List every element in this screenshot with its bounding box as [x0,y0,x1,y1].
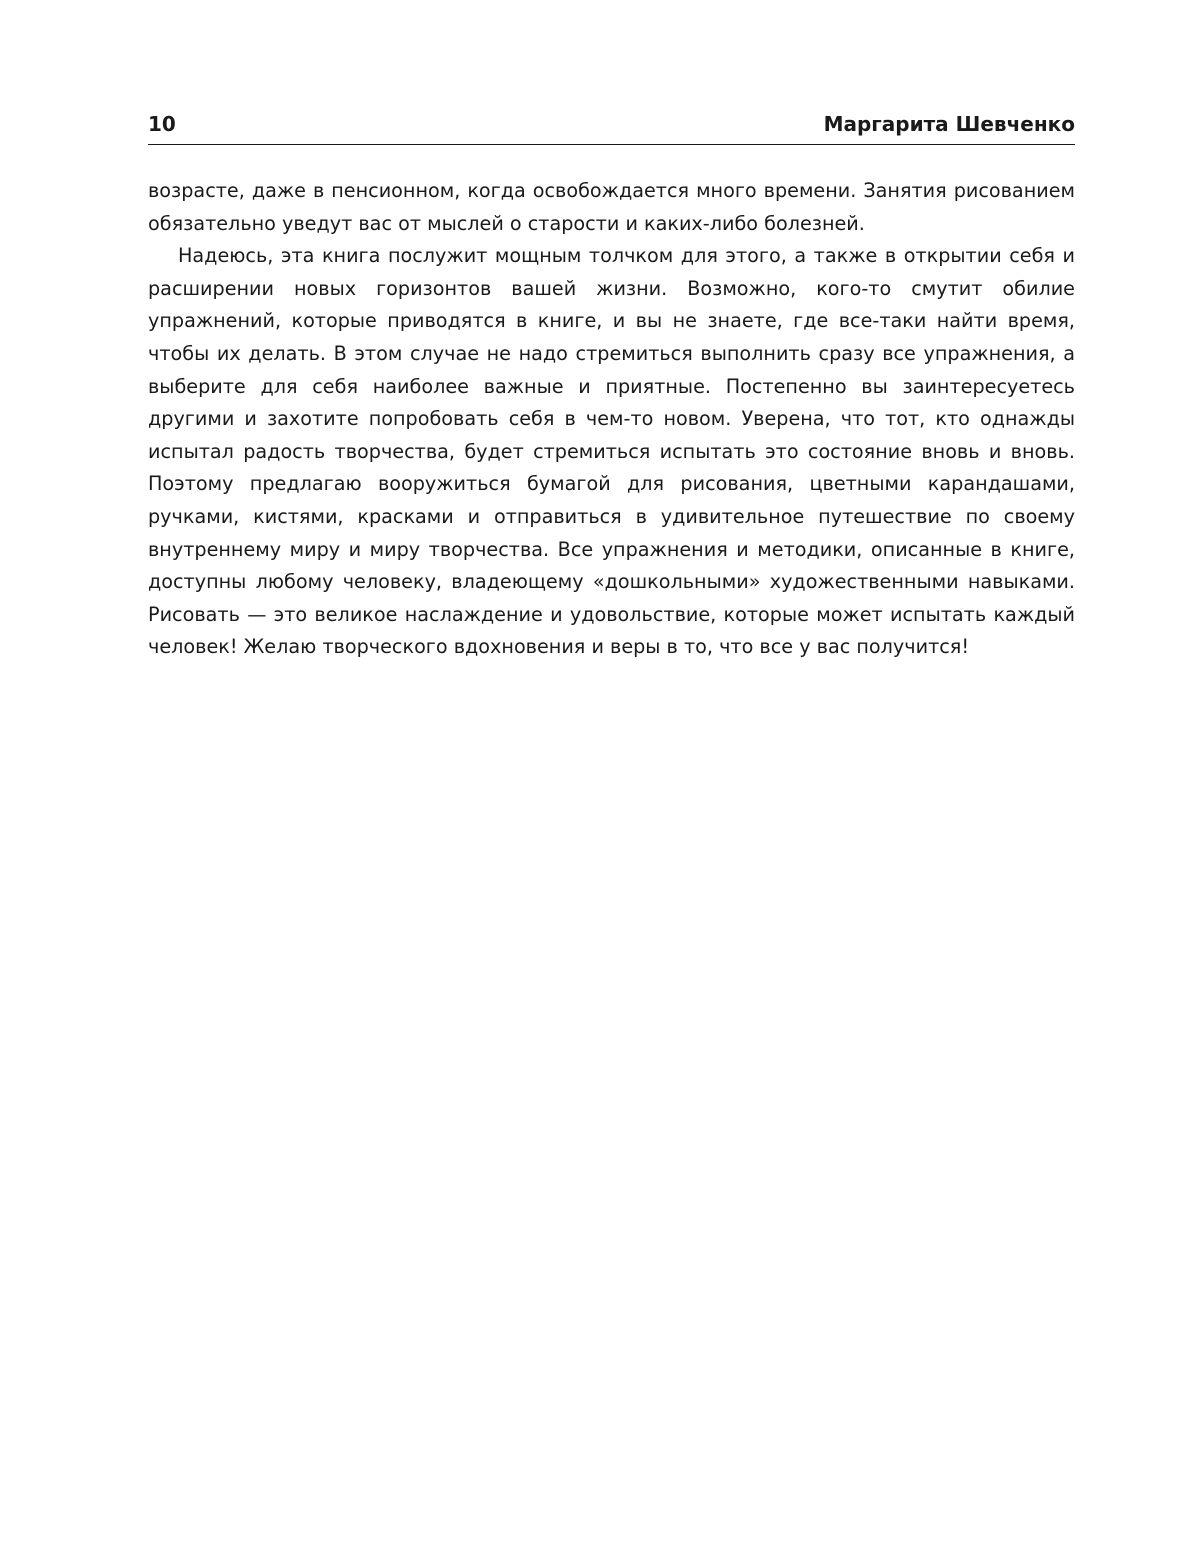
paragraph: Надеюсь, эта книга послужит мощным толчком для этого, а также в открытии себя и расширении новых горизонтов вашей жизни. Возможно, кого-то смутит обилие упражнений, которые приводятся в книге, и вы не знаете, где все-таки найти время, чтобы их делать. В этом случае не надо стремиться выполнить сразу все упражнения, а выберите для себя наиболее важные и приятные. Постепенно вы заинтересуетесь другими и захотите попробовать себя в чем-то новом. Уверена, что тот, кто однажды испытал радость творчества, будет стремиться испытать это состояние вновь и вновь. Поэтому предлагаю вооружиться бумагой для рисования, цветными карандашами, ручками, кистями, красками и отправиться в удивительное путешествие по своему внутреннему миру и миру творчества. Все упражнения и методики, описанные в книге, доступны любому человеку, владеющему «дошкольными» художественными навыками. Рисовать — это великое наслаждение и удовольствие, которые может испытать каждый человек! Желаю творческого вдохновения и веры в то, что все у вас получится! [148,244,1075,659]
book-page [148,110,1075,664]
running-header [148,110,1075,145]
author-name: Маргарита Шевченко [823,112,1075,136]
body-text [148,175,1075,664]
page-number: 10 [148,112,176,136]
paragraph-continued: возрасте, даже в пенсионном, когда освобождается много времени. Занятия рисованием обязательно уведут вас от мыслей о старости и каких-либо болезней. [148,179,1075,235]
